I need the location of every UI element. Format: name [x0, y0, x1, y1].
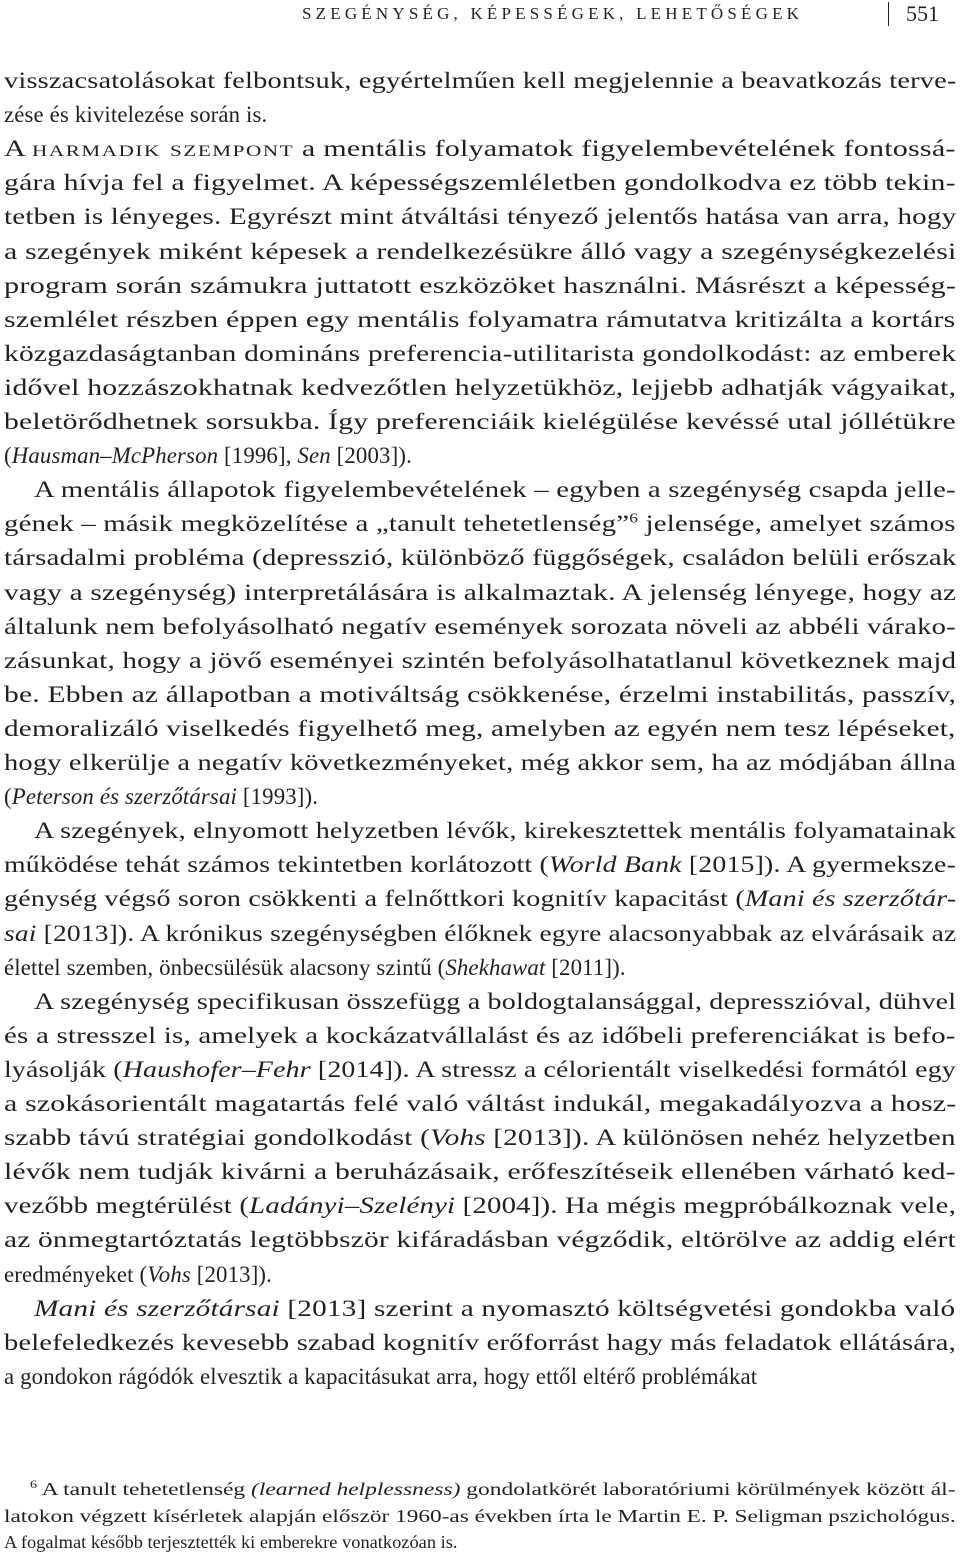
text-line	[4, 680, 956, 710]
footnote-marker: 6	[30, 1478, 38, 1491]
text-line	[4, 1260, 272, 1290]
text-run: működése tehát számos tekintetben korlátozott (	[4, 852, 549, 878]
text-line	[4, 919, 956, 949]
text-line	[4, 1157, 956, 1187]
text-run: A fogalmat később terjesztették ki emberekre vonatkozóan is.	[4, 1532, 458, 1552]
text-run: a mentális folyamatok figyelembevételének fontossá-	[294, 136, 956, 162]
text-run: [1996],	[218, 443, 298, 469]
text-run: a szegények miként képesek a rendelkezésükre álló vagy a szegénységkezelési	[4, 238, 957, 264]
text-run: génység végső soron csökkenti a felnőttkori kognitív kapacitást (	[4, 886, 745, 912]
text-line	[4, 237, 957, 267]
text-run: be. Ebben az állapotban a motiváltság csökkenése, érzelmi instabilitás, passzív,	[4, 681, 957, 707]
page-number: 551	[906, 1, 939, 26]
citation-italic: Vohs	[147, 1261, 191, 1287]
text-run: tetben is lényeges. Egyrészt mint átváltási tényező jelentős hatása van arra, hogy	[4, 204, 957, 230]
text-run: [2013]).	[190, 1261, 273, 1287]
text-run: program során számukra juttatott eszközöket használni. Másrészt a képesség-	[4, 272, 957, 298]
header-divider	[888, 2, 889, 26]
citation-italic: (learned helplessness)	[251, 1479, 461, 1499]
text-run: A mentális állapotok figyelembevételének – egyben a szegénység csapda jelle-	[34, 477, 956, 503]
text-run: általunk nem befolyásolható negatív események sorozata növeli az abbéli várako-	[4, 613, 956, 639]
text-run: beletörődhetnek sorsukba. Így preferenciáik kielégülése kevéssé utal jóllétükre	[4, 409, 956, 434]
text-run: A szegénység specifikusan összefügg a boldogtalansággal, depresszióval, dühvel	[34, 988, 957, 1014]
text-run: A	[4, 136, 33, 162]
text-line	[4, 1225, 956, 1255]
running-head: SZEGÉNYSÉG, KÉPESSÉGEK, LEHETŐSÉGEK	[302, 4, 804, 23]
small-caps-term: harmadik szempont	[32, 136, 295, 162]
text-line	[4, 748, 956, 778]
citation-italic: Ladányi–Szelényi	[249, 1193, 456, 1219]
text-line	[4, 612, 956, 642]
text-run: gének – másik megközelítése a „tanult tehetetlenség”	[4, 511, 630, 537]
text-run: A tanult tehetetlenség	[37, 1479, 252, 1499]
text-line	[4, 66, 957, 96]
text-line	[4, 850, 956, 880]
citation-italic: Vohs	[429, 1125, 486, 1151]
text-line	[34, 475, 956, 505]
text-line	[4, 884, 956, 914]
text-line	[4, 578, 956, 608]
page-header	[0, 0, 960, 32]
text-line	[4, 168, 956, 198]
text-run: idővel hozzászokhatnak kedvezőtlen helyzetükhöz, lejjebb adhatják vágyaikat,	[4, 374, 957, 400]
text-run: közgazdaságtanban domináns preferencia-utilitarista gondolkodást: az emberek	[4, 340, 957, 366]
text-run: [2011]).	[545, 954, 626, 980]
citation-italic: Sen	[297, 443, 331, 469]
text-run: [2013]). A krónikus szegénységben élőknek egyre alacsonyabbak az elvárásaik az	[36, 920, 957, 946]
text-run: gára hívja fel a figyelmet. A képességszemléletben gondolkodva ez több tekin-	[4, 170, 956, 196]
text-line	[4, 1021, 956, 1051]
text-line	[34, 1294, 955, 1324]
text-run: belefeledkezés kevesebb szabad kognitív erőforrást hagy más feladatok ellátására,	[4, 1329, 956, 1355]
text-run: [1993]).	[237, 784, 319, 810]
text-line	[4, 100, 267, 130]
footnote-line	[4, 1529, 457, 1555]
text-line	[4, 271, 956, 301]
text-run: [2004]). Ha mégis megpróbálkoznak vele,	[455, 1193, 956, 1219]
text-run: élettel szemben, önbecsülésük alacsony szintű (	[4, 954, 446, 980]
citation-italic: Mani és szerzőtár-	[744, 886, 957, 912]
text-run: vagy a szegénység) interpretálására is alkalmaztak. A jelenség lényege, hogy az	[4, 579, 957, 605]
text-line	[4, 646, 956, 676]
citation-italic: World Bank	[548, 852, 682, 878]
text-run: lyásolják (	[4, 1056, 123, 1082]
citation-italic: Mani és szerzőtársai	[34, 1295, 280, 1321]
text-run: (	[4, 784, 12, 810]
text-run: zése és kivitelezése során is.	[4, 102, 268, 128]
text-line	[4, 953, 626, 983]
text-line	[4, 1362, 757, 1392]
text-run: [2003]).	[330, 443, 412, 469]
footnote-marker: 6	[629, 510, 639, 526]
text-run: [2015]). A gyermeksze-	[681, 852, 957, 878]
text-run: társadalmi probléma (depresszió, különböző függőségek, családon belüli erőszak	[4, 545, 957, 571]
text-run: az önmegtartóztatás legtöbbször kifáradásban végződik, eltörölve az addig elért	[4, 1227, 956, 1253]
text-line	[4, 1089, 956, 1119]
text-run: [2014]). A stressz a célorientált viselkedési formától egy	[310, 1056, 956, 1082]
text-line	[4, 714, 956, 744]
text-line	[34, 816, 956, 846]
text-run: hogy elkerülje a negatív következményeket, még akkor sem, ha az módjában állna	[4, 750, 957, 775]
citation-italic: Shekhawat	[445, 954, 546, 980]
text-run: zásunkat, hogy a jövő eseményei szintén befolyásolhatatlanul következnek majd	[4, 647, 957, 673]
text-line	[4, 407, 956, 437]
text-line	[4, 509, 956, 539]
text-line	[4, 1191, 956, 1221]
text-run: jelensége, amelyet számos	[638, 511, 956, 537]
text-line	[4, 1328, 956, 1358]
text-line	[4, 373, 956, 403]
text-line	[4, 543, 957, 573]
text-line	[4, 305, 955, 335]
text-run: (	[4, 443, 12, 469]
text-run: A szegények, elnyomott helyzetben lévők, kirekesztettek mentális folyamatainak	[34, 818, 957, 844]
text-line	[34, 987, 956, 1017]
text-run: demoralizáló viselkedés figyelhető meg, amelyben az egyén nem tesz lépéseket,	[4, 715, 956, 741]
text-run: [2013]). A különösen nehéz helyzetben	[485, 1125, 956, 1151]
text-run: gondolatkörét laboratóriumi körülmények között ál-	[460, 1479, 956, 1499]
citation-italic: Hausman–McPherson	[11, 443, 219, 469]
text-run: eredményeket (	[4, 1261, 148, 1287]
text-line	[4, 134, 956, 164]
text-line	[4, 1055, 956, 1085]
text-line	[4, 202, 956, 232]
text-line	[4, 1123, 956, 1153]
text-line	[4, 782, 318, 812]
footnote-line	[30, 1476, 956, 1502]
citation-italic: sai	[4, 920, 37, 946]
text-line	[4, 441, 412, 471]
text-run: a szokásorientált magatartás felé való váltást indukál, megakadályozva a hosz-	[4, 1091, 957, 1116]
text-line	[4, 339, 956, 369]
text-run: és a stresszel is, amelyek a kockázatvállalást és az időbeli preferenciákat is befo-	[4, 1022, 956, 1048]
text-run: visszacsatolásokat felbontsuk, egyértelműen kell megjelennie a beavatkozás terve-	[4, 68, 957, 93]
text-run: a gondokon rágódók elvesztik a kapacitásukat arra, hogy ettől eltérő problémákat	[4, 1363, 758, 1389]
text-run: latokon végzett kísérletek alapján először 1960-as években írta le Martin E. P. Seligman pszichológus.	[4, 1505, 956, 1526]
citation-italic: Peterson és szerzőtársai	[11, 784, 237, 810]
footnote-line	[4, 1503, 956, 1529]
text-run: szabb távú stratégiai gondolkodást (	[4, 1125, 430, 1151]
text-run: szemlélet részben éppen egy mentális folyamatra rámutatva kritizálta a kortárs	[4, 306, 956, 332]
text-run: [2013] szerint a nyomasztó költségvetési gondokba való	[279, 1295, 956, 1321]
citation-italic: Haushofer–Fehr	[122, 1056, 311, 1082]
text-run: lévők nem tudják kivárni a beruházásaik, erőfeszítéseik ellenében várható ked-	[4, 1159, 956, 1185]
text-run: vezőbb megtérülést (	[4, 1193, 250, 1219]
